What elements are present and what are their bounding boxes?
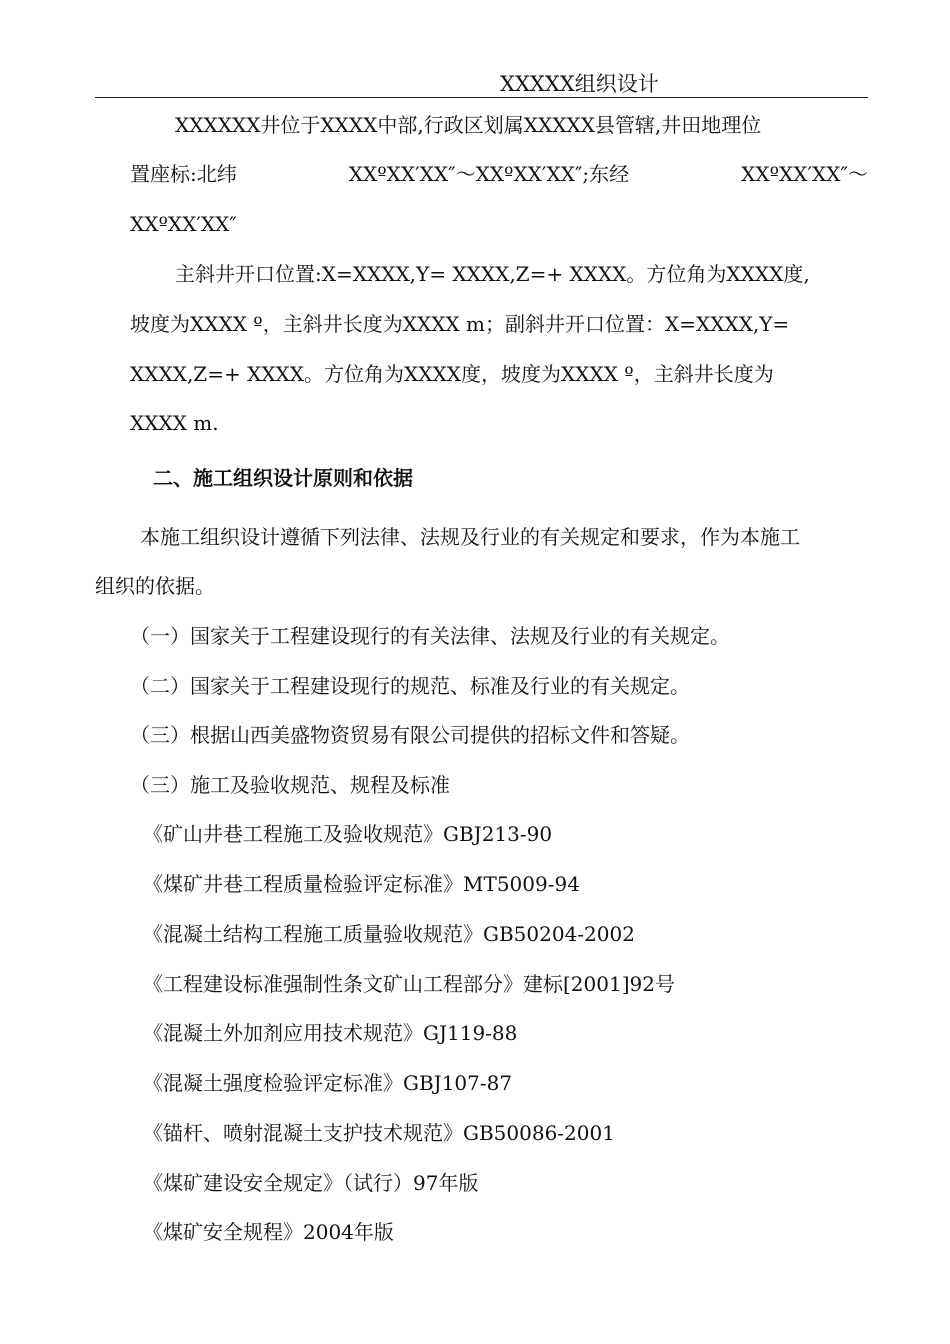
standard-item: 《混凝土强度检验评定标准》GBJ107-87 (143, 1071, 513, 1095)
shafts-line-2: 坡度为XXXX º，主斜井长度为XXXX m；副斜井开口位置：X=XXXX,Y= (130, 312, 790, 336)
header-divider (95, 97, 868, 98)
standard-item: 《煤矿安全规程》2004年版 (143, 1220, 394, 1244)
shafts-line-4: XXXX m. (130, 411, 219, 435)
standard-item: 《混凝土结构工程施工质量验收规范》GB50204-2002 (143, 922, 635, 946)
standard-item: 《锚杆、喷射混凝土支护技术规范》GB50086-2001 (143, 1121, 615, 1145)
shafts-line-3: XXXX,Z=+ XXXX。方位角为XXXX度，坡度为XXXX º，主斜井长度为 (130, 362, 774, 386)
location-line-2-right: XXºXX′XX″～ (741, 162, 868, 186)
basis-item-2: （二）国家关于工程建设现行的规范、标准及行业的有关规定。 (130, 674, 690, 698)
standard-item: 《煤矿井巷工程质量检验评定标准》MT5009-94 (143, 872, 580, 896)
location-line-3: XXºXX′XX″ (130, 212, 237, 236)
section-heading: 二、施工组织设计原则和依据 (153, 466, 413, 490)
standard-item: 《矿山井巷工程施工及验收规范》GBJ213-90 (143, 822, 553, 846)
shafts-line-1: 主斜井开口位置:X=XXXX,Y= XXXX,Z=+ XXXX。方位角为XXXX度, (175, 262, 810, 286)
location-line-2 (130, 161, 868, 187)
location-line-1: XXXXXX井位于XXXX中部,行政区划属XXXXX县管辖,井田地理位 (175, 113, 762, 137)
header-title: XXXXX组织设计 (500, 72, 659, 96)
standard-item: 《工程建设标准强制性条文矿山工程部分》建标[2001]92号 (143, 972, 675, 996)
basis-item-4: （三）施工及验收规范、规程及标准 (130, 773, 450, 797)
basis-item-3: （三）根据山西美盛物资贸易有限公司提供的招标文件和答疑。 (130, 723, 690, 747)
intro-line-1: 本施工组织设计遵循下列法律、法规及行业的有关规定和要求，作为本施工 (140, 525, 800, 549)
standard-item: 《煤矿建设安全规定》（试行）97年版 (143, 1171, 479, 1195)
location-line-2-left: 置座标:北纬 (130, 162, 237, 186)
basis-item-1: （一）国家关于工程建设现行的有关法律、法规及行业的有关规定。 (130, 624, 730, 648)
standard-item: 《混凝土外加剂应用技术规范》GJ119-88 (143, 1021, 518, 1045)
intro-line-2: 组织的依据。 (95, 574, 215, 598)
location-line-2-mid: XXºXX′XX″～XXºXX′XX″;东经 (348, 162, 630, 186)
